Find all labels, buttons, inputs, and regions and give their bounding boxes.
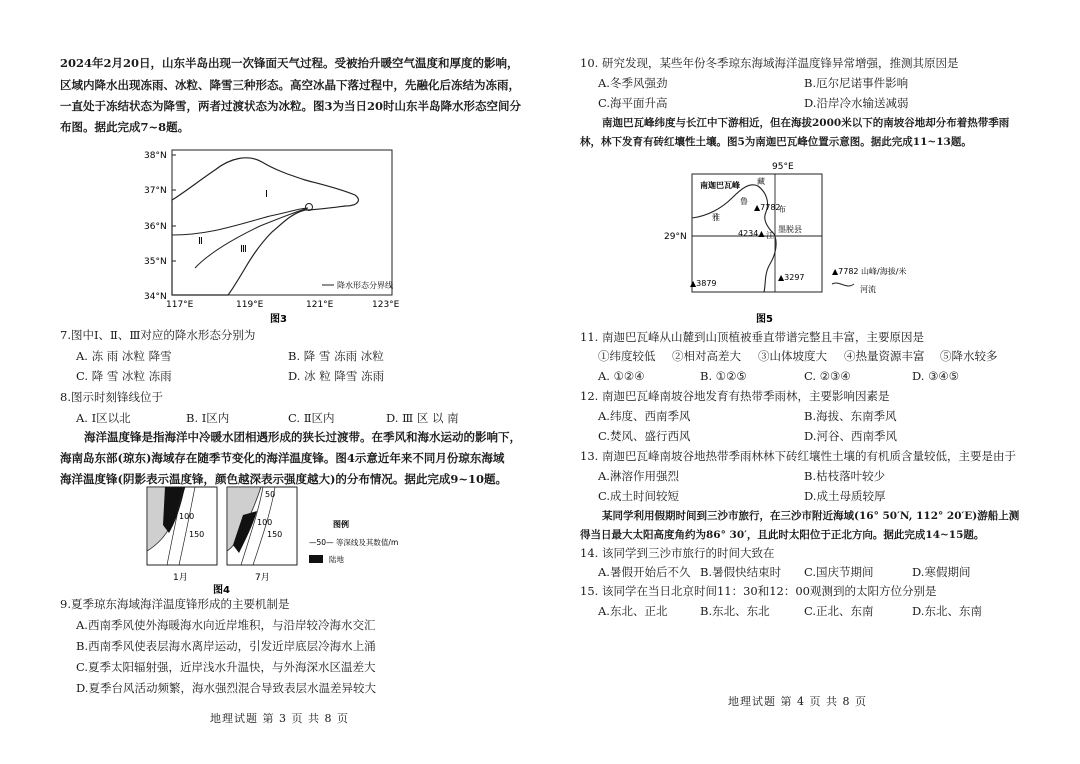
page-4	[540, 0, 1080, 764]
q11-item-4: ④热量资源丰富	[844, 349, 925, 363]
q10-option-a: A.冬季风强劲	[598, 76, 668, 90]
jul-label: 7月	[255, 573, 270, 583]
q11-item-2: ②相对高差大	[672, 349, 741, 363]
q7-option-d: D. 冰 粒 降雪 冻雨	[288, 369, 385, 383]
fig4-legend-isobath: —50— 等深线及其数值/m	[309, 538, 399, 547]
q15-option-d: D.东北、东南	[912, 604, 982, 618]
jul-c100: 100	[257, 518, 273, 527]
q12-stem: 12. 南迦巴瓦峰南坡谷地发育有热带季雨林，主要影响因素是	[580, 389, 890, 403]
lon-119: 119°E	[236, 300, 264, 310]
fig5-peak-name: 南迦巴瓦峰	[700, 181, 740, 190]
fig5-label-jiang: 江	[766, 231, 774, 240]
q11-option-c: C. ②③④	[804, 369, 851, 383]
intro-line-2: 区域内降水出现冻雨、冰粒、降雪三种形态。高空冰晶下落过程中，先融化后冻结为冻雨，	[60, 78, 520, 92]
q15-stem: 15. 该同学在当日北京时间11：30和12：00观测到的太阳方位分别是	[580, 584, 937, 598]
intro-line-1: 2024年2月20日，山东半岛出现一次锋面天气过程。受被抬升暖空气温度和厚度的影响，	[60, 56, 519, 70]
q12-option-a: A.纬度、西南季风	[598, 409, 691, 423]
figure-3-map	[140, 140, 410, 325]
q15-option-c: C.正北、东南	[804, 604, 874, 618]
q9-option-b: B.西南季风使表层海水离岸运动，引发近岸底层冷海水上涌	[76, 639, 376, 653]
q13-option-a: A.淋溶作用强烈	[598, 469, 679, 483]
fig5-lat: 29°N	[664, 232, 687, 242]
jan-c100: 100	[179, 512, 195, 521]
jul-c150: 150	[267, 530, 283, 539]
jul-c50: 50	[265, 490, 276, 499]
q14-stem: 14. 该同学到三沙市旅行的时间大致在	[580, 546, 775, 560]
lat-38: 38°N	[144, 151, 167, 161]
q14-option-a: A.暑假开始后不久	[598, 565, 691, 579]
intro3-line-1: 南迦巴瓦峰纬度与长江中下游相近，但在海拔2000米以下的南坡谷地却分布着热带季雨	[602, 117, 1010, 129]
q12-option-d: D.河谷、西南季风	[804, 429, 897, 443]
figure-4-maps	[145, 485, 405, 595]
jan-label: 1月	[173, 573, 188, 583]
lat-35: 35°N	[144, 257, 167, 267]
zone-2-label: Ⅱ	[198, 236, 203, 247]
intro2-line-1: 海洋温度锋是指海洋中冷暖水团相遇形成的狭长过渡带。在季风和海水运动的影响下，	[84, 430, 521, 444]
q10-option-d: D.沿岸冷水输送减弱	[804, 96, 909, 110]
intro-line-3: 一直处于冻结状态为降雪，两者过渡状态为冰粒。图3为当日20时山东半岛降水形态空间分	[60, 99, 522, 113]
intro2-line-3: 海洋温度锋(阴影表示温度锋，颜色越深表示强度越大)的分布情况。据此完成9~10题。	[60, 472, 508, 486]
q12-option-b: B.海拔、东南季风	[804, 409, 897, 423]
intro3-line-2: 林，林下发育有砖红壤性土壤。图5为南迦巴瓦峰位置示意图。据此完成11~13题。	[580, 136, 972, 148]
fig5-legend-peak: ▲7782 山峰/海拔/米	[832, 267, 907, 276]
q11-item-3: ③山体坡度大	[758, 349, 827, 363]
q11-option-a: A. ①②④	[598, 369, 645, 383]
zone-1-label: Ⅰ	[265, 189, 268, 200]
q9-option-d: D.夏季台风活动频繁，海水强烈混合导致表层水温差异较大	[76, 681, 376, 695]
q13-option-d: D.成土母质较厚	[804, 489, 886, 503]
fig3-legend: 降水形态分界线	[337, 281, 393, 290]
q8-option-a: A. Ⅰ区以北	[76, 411, 131, 425]
q13-option-c: C.成土时间较短	[598, 489, 680, 503]
fig5-peak-3297: ▲3297	[778, 273, 805, 282]
fig5-label-medog: 墨脱县	[778, 225, 802, 234]
lon-121: 121°E	[306, 300, 334, 310]
q7-option-c: C. 降 雪 冰粒 冻雨	[76, 369, 172, 383]
q8-option-d: D. Ⅲ 区 以 南	[386, 411, 459, 425]
q7-option-a: A. 冻 雨 冰粒 降雪	[76, 349, 172, 363]
q7-option-b: B. 降 雪 冻雨 冰粒	[288, 349, 384, 363]
q14-option-c: C.国庆节期间	[804, 565, 874, 579]
q11-item-1: ①纬度较低	[598, 349, 656, 363]
q8-stem: 8.图示时刻锋线位于	[60, 390, 163, 404]
lat-34: 34°N	[144, 292, 167, 302]
q9-option-a: A.西南季风使外海暖海水向近岸堆积，与沿岸较冷海水交汇	[76, 618, 376, 632]
lon-123: 123°E	[372, 300, 400, 310]
footer-page-4: 地理试题 第 4 页 共 8 页	[728, 695, 867, 708]
fig3-caption: 图3	[270, 314, 287, 325]
q14-option-d: D.寒假期间	[912, 565, 971, 579]
footer-page-3: 地理试题 第 3 页 共 8 页	[210, 712, 349, 725]
fig5-peak-4234: 4234▲	[738, 229, 765, 238]
figure-5-map	[660, 158, 960, 328]
q9-stem: 9.夏季琼东海域海洋温度锋形成的主要机制是	[60, 597, 290, 611]
q14-option-b: B.暑假快结束时	[700, 565, 782, 579]
fig4-caption: 图4	[213, 585, 230, 595]
q10-stem: 10. 研究发现，某些年份冬季琼东海域海洋温度锋异常增强，推测其原因是	[580, 56, 959, 70]
fig5-legend-river: 河流	[860, 285, 876, 294]
fig5-caption: 图5	[756, 314, 773, 325]
zone-3-label: Ⅲ	[240, 244, 247, 255]
q13-option-b: B.枯枝落叶较少	[804, 469, 886, 483]
q11-stem: 11. 南迦巴瓦峰从山麓到山顶植被垂直带谱完整且丰富，主要原因是	[580, 330, 924, 344]
q12-option-c: C.焚风、盛行西风	[598, 429, 691, 443]
q10-option-b: B.厄尔尼诺事件影响	[804, 76, 909, 90]
intro-line-4: 布图。据此完成7~8题。	[60, 120, 190, 134]
jan-c150: 150	[189, 530, 205, 539]
q13-stem: 13. 南迦巴瓦峰南坡谷地热带季雨林林下砖红壤性土壤的有机质含量较低，主要是由于	[580, 449, 1016, 463]
q10-option-c: C.海平面升高	[598, 96, 668, 110]
intro2-line-2: 海南岛东部(琼东)海域存在随季节变化的海洋温度锋。图4示意近年来不同月份琼东海域	[60, 451, 505, 465]
q11-item-5: ⑤降水较多	[940, 349, 998, 363]
q11-option-d: D. ③④⑤	[912, 369, 960, 383]
fig5-label-ya: 雅	[712, 213, 720, 222]
fig4-legend-title: 图例	[333, 520, 349, 529]
fig5-label-zang: 藏	[757, 177, 765, 186]
q7-stem: 7.图中Ⅰ、Ⅱ、Ⅲ对应的降水形态分别为	[60, 328, 256, 342]
q15-option-a: A.东北、正北	[598, 604, 668, 618]
lat-36: 36°N	[144, 222, 167, 232]
fig5-label-bu: 布	[778, 205, 786, 214]
fig5-label-lu: 鲁	[740, 197, 748, 206]
q8-option-b: B. Ⅰ区内	[186, 411, 230, 425]
fig5-peak-7782: ▲7782	[754, 203, 781, 212]
fig5-lon: 95°E	[772, 162, 794, 172]
q11-option-b: B. ①②⑤	[700, 369, 747, 383]
fig5-peak-3879: ▲3879	[690, 279, 717, 288]
q9-option-c: C.夏季太阳辐射强，近岸浅水升温快，与外海深水区温差大	[76, 660, 376, 674]
intro4-line-1: 某同学利用假期时间到三沙市旅行，在三沙市附近海域(16° 50′N, 112° 20′E)游船上测	[602, 510, 1020, 522]
intro4-line-2: 得当日最大太阳高度角约为86° 30′，且此时太阳位于正北方向。据此完成14~15题。	[580, 529, 985, 541]
lon-117: 117°E	[166, 300, 194, 310]
q8-option-c: C. Ⅱ区内	[288, 411, 335, 425]
fig4-legend-land: 陆地	[329, 555, 344, 564]
q15-option-b: B.东北、东北	[700, 604, 770, 618]
lat-37: 37°N	[144, 186, 167, 196]
